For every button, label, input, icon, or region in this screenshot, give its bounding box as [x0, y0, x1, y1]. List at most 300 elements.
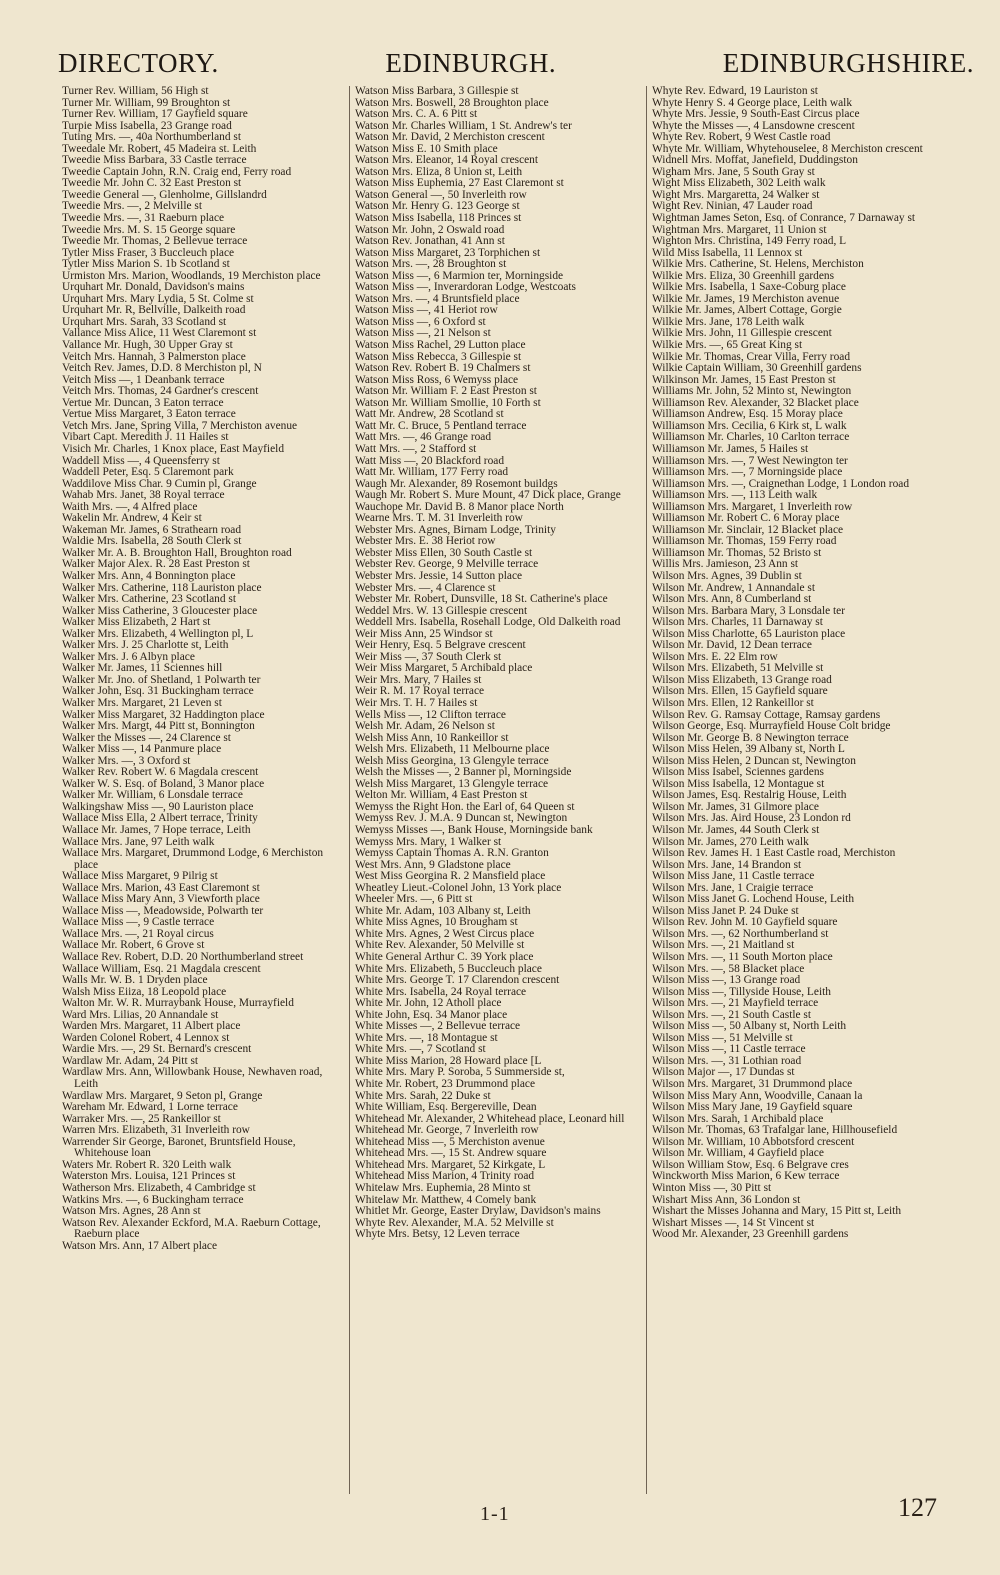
directory-entry: Wilson Mr. James, 44 South Clerk st [652, 824, 820, 836]
directory-entry: White Mrs. Agnes, 2 West Circus place [355, 927, 535, 940]
directory-entry: Wight Rev. Ninian, 47 Lauder road [652, 200, 813, 213]
directory-entry: Watt Mrs. —, 46 Grange road [355, 431, 492, 444]
directory-entry: Wilson Mrs. Barbara Mary, 3 Lonsdale ter [652, 604, 846, 617]
directory-entry: Watson Mrs. Ann, 17 Albert place [62, 1239, 218, 1252]
directory-entry: Watson Miss —, 21 Nelson st [355, 327, 491, 340]
directory-entry: Watt Mr. William, 177 Ferry road [355, 466, 509, 479]
directory-entry: Vallance Mr. Hugh, 30 Upper Gray st [62, 339, 233, 352]
directory-entry: Wakelin Mr. Andrew, 4 Keir st [62, 512, 202, 525]
directory-entry: Williamson Mr. James, 5 Hailes st [652, 442, 809, 455]
directory-entry: Wallace Miss Mary Ann, 3 Viewforth place [62, 893, 260, 906]
directory-entry: Wilson Mr. William, 4 Gayfield place [652, 1147, 824, 1160]
directory-entry: Wallace William, Esq. 21 Magdala crescent [62, 962, 261, 975]
directory-entry: Watkins Mrs. —, 6 Buckingham terrace [62, 1193, 244, 1206]
directory-entry: Wilson Mr. George B. 8 Newington terrace [652, 731, 849, 744]
directory-entry: Wilson Mrs. Sarah, 1 Archibald place [652, 1112, 824, 1125]
directory-column-1 [62, 86, 343, 1496]
directory-entry: Wilson Mrs. Charles, 11 Darnaway st [652, 616, 823, 629]
directory-entry: Wilkie Mr. Thomas, Crear Villa, Ferry road [652, 350, 851, 363]
directory-entry: Wakeman Mr. James, 6 Strathearn road [62, 523, 242, 536]
directory-entry: Williams Mr. John, 52 Minto st, Newington [652, 385, 852, 398]
directory-entry: Wilkie Mrs. John, 11 Gillespie crescent [652, 327, 832, 340]
directory-entry: Waddell Peter, Esq. 5 Claremont park [62, 466, 234, 479]
directory-entry: Webster Mrs. Jessie, 14 Sutton place [355, 569, 523, 582]
directory-entry: Wild Miss Isabella, 11 Lennox st [652, 246, 803, 259]
directory-entry: Vetch Mrs. Jane, Spring Villa, 7 Merchiston avenue [62, 419, 298, 432]
directory-entry: Welsh Miss Georgina, 13 Glengyle terrace [355, 754, 549, 767]
directory-entry: Watson Miss Rebecca, 3 Gillespie st [355, 350, 522, 363]
directory-entry: White Mrs. Elizabeth, 5 Buccleuch place [355, 962, 542, 975]
directory-entry: Wallace Mrs. —, 21 Royal circus [62, 927, 214, 940]
directory-entry: Wallace Mrs. Jane, 97 Leith walk [62, 835, 215, 848]
directory-entry: Williamson Mr. Thomas, 52 Bristo st [652, 546, 822, 559]
directory-entry: Turner Rev. William, 56 High st [62, 86, 209, 97]
directory-entry: Whitehead Mrs. —, 15 St. Andrew square [355, 1147, 547, 1160]
directory-entry: Wearne Mrs. T. M. 31 Inverleith row [355, 512, 523, 525]
directory-entry: Walton Mr. W. R. Murraybank House, Murrayfield [62, 997, 294, 1010]
directory-entry: Wilson Mr. James, 31 Gilmore place [652, 800, 819, 813]
directory-entry: Wishart Misses —, 14 St Vincent st [652, 1216, 815, 1229]
directory-entry: Weir Henry, Esq. 5 Belgrave crescent [355, 639, 526, 652]
directory-entry: Veitch Rev. James, D.D. 8 Merchiston pl, N [62, 362, 262, 375]
directory-entry: Walker Miss Elizabeth, 2 Hart st [62, 616, 211, 629]
directory-entry: Winton Miss —, 30 Pitt st [652, 1181, 772, 1194]
header-right: EDINBURGHSHIRE. [722, 48, 974, 78]
directory-entry: Tweedie Captain John, R.N. Craig end, Ferry road [62, 165, 292, 178]
directory-entry: Watson Mr. Charles William, 1 St. Andrew's ter [355, 119, 572, 132]
directory-entry: Williamson Mr. Robert C. 6 Moray place [652, 512, 840, 525]
directory-entry: Wilson Mrs. —, 11 South Morton place [652, 951, 833, 964]
directory-entry: Wilkie Mrs. Isabella, 1 Saxe-Coburg place [652, 281, 846, 294]
directory-entry: Wilkie Mrs. Catherine, St. Helens, Merchiston [652, 258, 864, 271]
directory-entry: Whitehead Mr. Alexander, 2 Whitehead place, Leonard hill [355, 1112, 625, 1125]
directory-entry: Watson Mrs. —, 28 Broughton st [355, 258, 507, 271]
directory-entry: Wigham Mrs. Jane, 5 South Gray st [652, 165, 815, 178]
directory-entry: White Mrs. Mary P. Soroba, 5 Summerside st, [355, 1066, 565, 1079]
directory-entry: Wilson Miss Janet P. 24 Duke st [652, 904, 799, 917]
directory-entry: Urquhart Mrs. Sarah, 33 Scotland st [62, 315, 227, 328]
directory-entry: Wilson Rev. James H. 1 East Castle road, Merchiston [652, 847, 896, 860]
directory-entry: Walker the Misses —, 24 Clarence st [62, 731, 231, 744]
directory-entry: Vertue Miss Margaret, 3 Eaton terrace [62, 408, 236, 421]
directory-entry: Wardlaw Mrs. Ann, Willowbank House, Newhaven road, Leith [62, 1066, 323, 1091]
directory-entry: Whitehead Miss Marion, 4 Trinity road [355, 1170, 535, 1183]
directory-entry: Wilson Miss Helen, 39 Albany st, North L [652, 743, 845, 756]
directory-entry: Whyte Mrs. Jessie, 9 South-East Circus place [652, 108, 860, 121]
directory-entry: White Miss Marion, 28 Howard place [L [355, 1054, 542, 1067]
directory-entry: Wemyss Captain Thomas A. R.N. Granton [355, 847, 549, 860]
directory-entry: Wemyss Mrs. Mary, 1 Walker st [355, 835, 502, 848]
directory-entry: Whitehead Mr. George, 7 Inverleith row [355, 1124, 539, 1137]
directory-entry: Waugh Mr. Alexander, 89 Rosemont buildgs [355, 477, 558, 490]
directory-entry: Williamson Mr. Charles, 10 Carlton terrace [652, 431, 850, 444]
directory-entry: Wilson Miss Charlotte, 65 Lauriston place [652, 627, 846, 640]
directory-entry: Walker Mrs. J. 25 Charlotte st, Leith [62, 639, 229, 652]
directory-entry: Whyte Henry S. 4 George place, Leith walk [652, 96, 853, 109]
directory-entry: White Mr. John, 12 Atholl place [355, 997, 502, 1010]
directory-entry: Walker Mrs. Elizabeth, 4 Wellington pl, L [62, 627, 254, 640]
directory-entry: Watson Mrs. C. A. 6 Pitt st [355, 108, 478, 121]
directory-entry: Warraker Mrs. —, 25 Rankeillor st [62, 1112, 221, 1125]
directory-entry: Wilkinson Mr. James, 15 East Preston st [652, 373, 836, 386]
directory-entry: Webster Mrs. —, 4 Clarence st [355, 581, 496, 594]
directory-entry: Wallace Mrs. Marion, 43 East Claremont st [62, 881, 260, 894]
directory-entry: Walker Rev. Robert W. 6 Magdala crescent [62, 766, 259, 779]
directory-entry: Turner Rev. William, 17 Gayfield square [62, 108, 248, 121]
directory-entry: Wilkie Mrs. —, 65 Great King st [652, 339, 803, 352]
directory-entry: Winckworth Miss Marion, 6 Kew terrace [652, 1170, 840, 1183]
directory-entry: Tweedie Miss Barbara, 33 Castle terrace [62, 154, 247, 167]
directory-entry: Watt Mr. Andrew, 28 Scotland st [355, 408, 504, 421]
directory-entry: Tweedie Mr. John C. 32 East Preston st [62, 177, 242, 190]
directory-entry: Wilson Miss —, 51 Melville st [652, 1031, 793, 1044]
directory-entry: Welsh Mr. Adam, 26 Nelson st [355, 720, 495, 733]
directory-entry: Whitlet Mr. George, Easter Drylaw, Davidson's mains [355, 1205, 601, 1218]
directory-entry: Watson Mr. David, 2 Merchiston crescent [355, 131, 545, 144]
directory-entry: White General Arthur C. 39 York place [355, 951, 534, 964]
directory-entry: Wilson Miss Helen, 2 Duncan st, Newington [652, 754, 856, 767]
directory-entry: Wilson William Stow, Esq. 6 Belgrave cres [652, 1158, 849, 1171]
directory-entry: Walker W. S. Esq. of Boland, 3 Manor place [62, 777, 265, 790]
directory-entry: Walker Mrs. Margt, 44 Pitt st, Bonnington [62, 720, 255, 733]
directory-entry: Wight Miss Elizabeth, 302 Leith walk [652, 177, 826, 190]
directory-entry: Weddel Mrs. W. 13 Gillespie crescent [355, 604, 528, 617]
directory-entry: Williamson Mrs. Margaret, 1 Inverleith row [652, 500, 853, 513]
directory-entry: Whitelaw Mr. Matthew, 4 Comely bank [355, 1193, 537, 1206]
directory-entry: Watson Miss Rachel, 29 Lutton place [355, 339, 526, 352]
directory-entry: White Mrs. Isabella, 24 Royal terrace [355, 985, 527, 998]
directory-entry: Wemyss Misses —, Bank House, Morningside bank [355, 824, 593, 836]
directory-entry: Wilson Miss —, 11 Castle terrace [652, 1043, 806, 1056]
directory-entry: Wilson Rev. G. Ramsay Cottage, Ramsay gardens [652, 708, 881, 721]
directory-entry: Veitch Mrs. Thomas, 24 Gardner's crescent [62, 385, 259, 398]
directory-entry: Wareham Mr. Edward, 1 Lorne terrace [62, 1101, 238, 1114]
directory-entry: Wells Miss —, 12 Clifton terrace [355, 708, 506, 721]
directory-entry: Wardie Mrs. —, 29 St. Bernard's crescent [62, 1043, 252, 1056]
directory-entry: Waddilove Miss Char. 9 Cumin pl, Grange [62, 477, 257, 490]
directory-entry: Watson General —, 50 Inverleith row [355, 188, 527, 201]
directory-entry: Watson Miss —, Inverardoran Lodge, Westcoats [355, 281, 576, 294]
directory-entry: Welsh the Misses —, 2 Banner pl, Morningside [355, 766, 572, 779]
directory-entry: Tytler Miss Fraser, 3 Buccleuch place [62, 246, 235, 259]
directory-entry: Walker Mr. A. B. Broughton Hall, Broughton road [62, 546, 292, 559]
directory-entry: Webster Mrs. Agnes, Birnam Lodge, Trinity [355, 523, 556, 536]
directory-entry: Williamson Andrew, Esq. 15 Moray place [652, 408, 843, 421]
directory-entry: Walls Mr. W. B. 1 Dryden place [62, 974, 208, 987]
directory-entry: Wardlaw Mr. Adam, 24 Pitt st [62, 1054, 199, 1067]
directory-entry: Widnell Mrs. Moffat, Janefield, Duddingston [652, 154, 858, 167]
directory-entry: Wilson Miss Isabel, Sciennes gardens [652, 766, 824, 779]
directory-entry: Walker Miss Catherine, 3 Gloucester place [62, 604, 258, 617]
directory-entry: Watson Miss Euphemia, 27 East Claremont st [355, 177, 564, 190]
directory-entry: Wood Mr. Alexander, 23 Greenhill gardens [652, 1228, 849, 1241]
directory-entry: Weddell Mrs. Isabella, Rosehall Lodge, Old Dalkeith road [355, 616, 621, 629]
directory-entry: Wilson Mrs. Margaret, 31 Drummond place [652, 1078, 853, 1091]
directory-entry: Vertue Mr. Duncan, 3 Eaton terrace [62, 396, 224, 409]
directory-entry: Williamson Mrs. —, Craignethan Lodge, 1 London road [652, 477, 910, 490]
directory-entry: Watson Miss Margaret, 23 Torphichen st [355, 246, 541, 259]
directory-entry: Wilson Mrs. —, 21 South Castle st [652, 1008, 812, 1021]
directory-entry: Watson Mrs. —, 4 Bruntsfield place [355, 292, 520, 305]
directory-entry: Urmiston Mrs. Marion, Woodlands, 19 Merchiston place [62, 269, 321, 282]
directory-entry: Webster Rev. George, 9 Melville terrace [355, 558, 539, 571]
directory-entry: Whitelaw Mrs. Euphemia, 28 Minto st [355, 1181, 531, 1194]
directory-entry: Tweedie Mrs. M. S. 15 George square [62, 223, 236, 236]
directory-entry: Wheatley Lieut.-Colonel John, 13 York place [355, 881, 562, 894]
directory-entry: Wilson Mr. William, 10 Abbotsford crescent [652, 1135, 855, 1148]
directory-entry: Wilkie Mr. James, Albert Cottage, Gorgie [652, 304, 842, 317]
directory-entry: Weir Mrs. T. H. 7 Hailes st [355, 696, 478, 709]
directory-entry: Watson Mr. William Smollie, 10 Forth st [355, 396, 541, 409]
page-header [58, 48, 974, 84]
directory-entry: Tweedie General —, Glenholme, Gillslandrd [62, 188, 267, 201]
directory-entry: Wallace Miss Ella, 2 Albert terrace, Trinity [62, 812, 258, 825]
directory-entry: Wilson Mrs. —, 58 Blacket place [652, 962, 805, 975]
directory-entry: Williamson Mrs. —, 113 Leith walk [652, 489, 818, 502]
directory-entry: Ward Mrs. Lilias, 20 Annandale st [62, 1008, 219, 1021]
directory-entry: Wheeler Mrs. —, 6 Pitt st [355, 893, 473, 906]
directory-entry: Vallance Miss Alice, 11 West Claremont st [62, 327, 257, 340]
directory-entry: Wilkie Mrs. Jane, 178 Leith walk [652, 315, 805, 328]
directory-entry: Wilson Mrs. Ellen, 15 Gayfield square [652, 685, 828, 698]
directory-entry: White William, Esq. Bergereville, Dean [355, 1101, 537, 1114]
directory-entry: Tweedie Mr. Thomas, 2 Bellevue terrace [62, 235, 248, 248]
directory-entry: Watson Miss Ross, 6 Wemyss place [355, 373, 519, 386]
directory-entry: Warren Mrs. Elizabeth, 31 Inverleith row [62, 1124, 250, 1137]
directory-entry: Waldie Mrs. Isabella, 28 South Clerk st [62, 535, 242, 548]
directory-entry: Watson Mrs. Eliza, 8 Union st, Leith [355, 165, 523, 178]
directory-column-3 [652, 86, 942, 1496]
directory-entry: Wallace Rev. Robert, D.D. 20 Northumberland street [62, 951, 304, 964]
directory-entry: Tweedie Mrs. —, 31 Raeburn place [62, 212, 225, 225]
directory-entry: Watson Mrs. Boswell, 28 Broughton place [355, 96, 549, 109]
directory-entry: Wilson Mrs. Ellen, 12 Rankeillor st [652, 696, 814, 709]
directory-entry: Turpie Miss Isabella, 23 Grange road [62, 119, 232, 132]
directory-entry: Whyte the Misses —, 4 Lansdowne crescent [652, 119, 855, 132]
directory-entry: Turner Mr. William, 99 Broughton st [62, 96, 231, 109]
directory-entry: Wilson Miss Janet G. Lochend House, Leith [652, 893, 855, 906]
directory-entry: Webster Mr. Robert, Dunsville, 18 St. Catherine's place [355, 593, 608, 606]
directory-entry: Wallace Miss —, 9 Castle terrace [62, 916, 215, 929]
directory-entry: Wilson Mrs. Ann, 8 Cumberland st [652, 593, 812, 606]
directory-entry: Walker Mr. James, 11 Sciennes hill [62, 662, 223, 675]
directory-entry: Wilson Mrs. —, 62 Northumberland st [652, 927, 829, 940]
directory-entry: Weir R. M. 17 Royal terrace [355, 685, 485, 698]
directory-entry: Urquhart Mrs. Mary Lydia, 5 St. Colme st [62, 292, 254, 305]
directory-entry: Wilson Mrs. Elizabeth, 51 Melville st [652, 662, 824, 675]
directory-entry: Walsh Miss Eiiza, 18 Leopold place [62, 985, 227, 998]
directory-entry: White Mr. Adam, 103 Albany st, Leith [355, 904, 531, 917]
directory-entry: Wilson Mr. Thomas, 63 Trafalgar lane, Hillhousefield [652, 1124, 898, 1137]
directory-entry: Watson Rev. Robert B. 19 Chalmers st [355, 362, 531, 375]
directory-entry: Vibart Capt. Meredith J. 11 Hailes st [62, 431, 229, 444]
directory-entry: Whitehead Miss —, 5 Merchiston avenue [355, 1135, 545, 1148]
directory-entry: Williamson Mr. Thomas, 159 Ferry road [652, 535, 837, 548]
directory-entry: Willis Mrs. Jamieson, 23 Ann st [652, 558, 799, 571]
directory-entry: Watson Miss —, 41 Heriot row [355, 304, 498, 317]
directory-entry: Wilson Miss —, Tillyside House, Leith [652, 985, 831, 998]
directory-entry: Whyte Mr. William, Whytehouselee, 8 Merchiston crescent [652, 142, 923, 155]
directory-entry: Wightman James Seton, Esq. of Conrance, 7 Darnaway st [652, 212, 916, 225]
directory-entry: Urquhart Mr. Donald, Davidson's mains [62, 281, 245, 294]
signature-mark: 1-1 [480, 1503, 510, 1525]
directory-entry: Wilson Mrs. Jane, 14 Brandon st [652, 858, 802, 871]
column-divider [646, 86, 647, 1494]
directory-entry: Watt Mr. C. Bruce, 5 Pentland terrace [355, 419, 527, 432]
directory-entry: White Mrs. George T. 17 Clarendon crescent [355, 974, 560, 987]
directory-entry: Walker John, Esq. 31 Buckingham terrace [62, 685, 254, 698]
directory-entry: Wallace Mr. James, 7 Hope terrace, Leith [62, 824, 251, 836]
directory-entry: Waith Mrs. —, 4 Alfred place [62, 500, 198, 513]
directory-entry: Wilson Miss Jane, 11 Castle terrace [652, 870, 815, 883]
directory-entry: White Miss Agnes, 10 Brougham st [355, 916, 518, 929]
directory-entry: Wilson Mr. Andrew, 1 Annandale st [652, 581, 815, 594]
directory-entry: Wemyss the Right Hon. the Earl of, 64 Queen st [355, 800, 575, 813]
directory-entry: Wallace Miss —, Meadowside, Polwarth ter [62, 904, 264, 917]
directory-entry: Wilson Miss —, 50 Albany st, North Leith [652, 1020, 847, 1033]
directory-entry: Wilson Mrs. —, 31 Lothian road [652, 1054, 802, 1067]
directory-entry: White Mrs. —, 18 Montague st [355, 1031, 498, 1044]
directory-entry: Wilson Mrs. Jane, 1 Craigie terrace [652, 881, 814, 894]
directory-entry: Watson Miss —, 6 Oxford st [355, 315, 486, 328]
directory-column-2 [355, 86, 641, 1496]
directory-entry: Walker Major Alex. R. 28 East Preston st [62, 558, 250, 571]
directory-entry: Welsh Miss Margaret, 13 Glengyle terrace [355, 777, 549, 790]
directory-entry: Veitch Miss —, 1 Deanbank terrace [62, 373, 225, 386]
directory-entry: Whyte Rev. Alexander, M.A. 52 Melville st [355, 1216, 554, 1229]
directory-entry: Williamson Mrs. —, 7 West Newington ter [652, 454, 848, 467]
directory-entry: Watson Mr. William F. 2 East Preston st [355, 385, 537, 398]
directory-entry: Walker Miss —, 14 Panmure place [62, 743, 222, 756]
directory-entry: White Misses —, 2 Bellevue terrace [355, 1020, 521, 1033]
directory-entry: Watt Mrs. —, 2 Stafford st [355, 442, 477, 455]
directory-entry: Walker Mrs. J. 6 Albyn place [62, 650, 195, 663]
directory-entry: Wilson Mr. David, 12 Dean terrace [652, 639, 812, 652]
directory-entry: West Mrs. Ann, 9 Gladstone place [355, 858, 511, 871]
directory-entry: White Rev. Alexander, 50 Melville st [355, 939, 525, 952]
directory-entry: Walker Mrs. Margaret, 21 Leven st [62, 696, 222, 709]
directory-entry: Wilson Miss Mary Ann, Woodville, Canaan la [652, 1089, 863, 1102]
directory-entry: Waters Mr. Robert R. 320 Leith walk [62, 1158, 232, 1171]
directory-entry: Williamson Rev. Alexander, 32 Blacket place [652, 396, 859, 409]
directory-entry: Veitch Mrs. Hannah, 3 Palmerston place [62, 350, 246, 363]
directory-entry: Waugh Mr. Robert S. Mure Mount, 47 Dick place, Grange [355, 489, 621, 502]
directory-entry: Watson Miss Isabella, 118 Princes st [355, 212, 522, 225]
directory-entry: Weir Miss Ann, 25 Windsor st [355, 627, 493, 640]
directory-entry: Waddell Miss —, 4 Queensferry st [62, 454, 220, 467]
directory-entry: Wilson Mrs. Jas. Aird House, 23 London rd [652, 812, 851, 825]
directory-entry: Watt Miss —, 20 Blackford road [355, 454, 505, 467]
directory-entry: White Mrs. —, 7 Scotland st [355, 1043, 486, 1056]
directory-entry: Walker Mrs. —, 3 Oxford st [62, 754, 191, 767]
directory-entry: Wardlaw Mrs. Margaret, 9 Seton pl, Grange [62, 1089, 263, 1102]
directory-entry: White Mr. Robert, 23 Drummond place [355, 1078, 535, 1091]
directory-entry: Wallace Mr. Robert, 6 Grove st [62, 939, 205, 952]
directory-entry: Wilson Mrs. Agnes, 39 Dublin st [652, 569, 802, 582]
directory-entry: Williamson Mr. Sinclair, 12 Blacket place [652, 523, 844, 536]
directory-entry: Whitehead Mrs. Margaret, 52 Kirkgate, L [355, 1158, 546, 1171]
directory-entry: Weir Miss —, 37 South Clerk st [355, 650, 502, 663]
column-divider [349, 86, 350, 1494]
directory-entry: Welton Mr. William, 4 East Preston st [355, 789, 528, 802]
directory-entry: Wilson Miss Elizabeth, 13 Grange road [652, 673, 832, 686]
directory-entry: Watson Rev. Alexander Eckford, M.A. Raeburn Cottage, Raeburn place [62, 1216, 321, 1241]
directory-entry: Whyte Rev. Robert, 9 West Castle road [652, 131, 831, 144]
directory-entry: Wilkie Mr. James, 19 Merchiston avenue [652, 292, 840, 305]
directory-entry: Wilkie Mrs. Eliza, 30 Greenhill gardens [652, 269, 835, 282]
directory-entry: White Mrs. Sarah, 22 Duke st [355, 1089, 491, 1102]
directory-entry: Wilson Major —, 17 Dundas st [652, 1066, 795, 1079]
directory-entry: Wilson Miss —, 13 Grange road [652, 974, 801, 987]
directory-entry: Wight Mrs. Margaretta, 24 Walker st [652, 188, 820, 201]
directory-entry: Wilson Mrs. —, 21 Maitland st [652, 939, 795, 952]
directory-entry: Wilson George, Esq. Murrayfield House Colt bridge [652, 720, 891, 733]
directory-entry: Walker Mr. Jno. of Shetland, 1 Polwarth ter [62, 673, 261, 686]
directory-entry: Watson Mr. John, 2 Oswald road [355, 223, 505, 236]
directory-entry: Watson Miss —, 6 Marmion ter, Morningside [355, 269, 564, 282]
directory-entry: Williamson Mrs. —, 7 Morningside place [652, 466, 843, 479]
directory-entry: Wilson Mr. James, 270 Leith walk [652, 835, 809, 848]
directory-entry: Watson Rev. Jonathan, 41 Ann st [355, 235, 505, 248]
header-center: EDINBURGH. [385, 48, 557, 78]
directory-entry: Wahab Mrs. Janet, 38 Royal terrace [62, 489, 225, 502]
directory-entry: Watson Mrs. Agnes, 28 Ann st [62, 1205, 201, 1218]
directory-entry: Whyte Mrs. Betsy, 12 Leven terrace [355, 1228, 520, 1241]
page-number: 127 [898, 1493, 937, 1522]
directory-entry: Wilson Miss Mary Jane, 19 Gayfield square [652, 1101, 853, 1114]
directory-entry: Welsh Mrs. Elizabeth, 11 Melbourne place [355, 743, 550, 756]
directory-entry: Watson Miss E. 10 Smith place [355, 142, 498, 155]
directory-entry: Walker Mrs. Catherine, 23 Scotland st [62, 593, 237, 606]
directory-entry: Welsh Miss Ann, 10 Rankeillor st [355, 731, 509, 744]
directory-entry: Wilson Miss Isabella, 12 Montague st [652, 777, 825, 790]
directory-entry: Wilson James, Esq. Restalrig House, Leith [652, 789, 847, 802]
directory-entry: Walker Miss Margaret, 32 Haddington place [62, 708, 265, 721]
directory-entry: Warrender Sir George, Baronet, Bruntsfield House, Whitehouse loan [62, 1135, 296, 1160]
directory-entry: Wilson Mrs. —, 21 Mayfield terrace [652, 997, 819, 1010]
directory-entry: Wighton Mrs. Christina, 149 Ferry road, L [652, 235, 847, 248]
directory-entry: Williamson Mrs. Cecilia, 6 Kirk st, L walk [652, 419, 847, 432]
directory-entry: Walkingshaw Miss —, 90 Lauriston place [62, 800, 254, 813]
directory-entry: Wishart the Misses Johanna and Mary, 15 Pitt st, Leith [652, 1205, 902, 1218]
directory-entry: West Miss Georgina R. 2 Mansfield place [355, 870, 546, 883]
header-left: DIRECTORY. [58, 48, 219, 78]
directory-entry: Warden Colonel Robert, 4 Lennox st [62, 1031, 230, 1044]
directory-entry: Watherson Mrs. Elizabeth, 4 Cambridge st [62, 1181, 256, 1194]
directory-entry: Webster Mrs. E. 38 Heriot row [355, 535, 496, 548]
directory-entry: Wishart Miss Ann, 36 London st [652, 1193, 801, 1206]
directory-entry: Watson Mr. Henry G. 123 George st [355, 200, 520, 213]
directory-entry: Wauchope Mr. David B. 8 Manor place North [355, 500, 564, 513]
directory-entry: Tuting Mrs. —, 40a Northumberland st [62, 131, 241, 144]
directory-entry: White John, Esq. 34 Manor place [355, 1008, 508, 1021]
directory-entry: Watson Mrs. Eleanor, 14 Royal crescent [355, 154, 539, 167]
directory-entry: Visich Mr. Charles, 1 Knox place, East Mayfield [62, 442, 285, 455]
directory-entry: Wallace Miss Margaret, 9 Pilrig st [62, 870, 218, 883]
directory-entry: Wallace Mrs. Margaret, Drummond Lodge, 6 Merchiston place [62, 847, 324, 871]
directory-entry: Walker Mrs. Ann, 4 Bonnington place [62, 569, 236, 582]
directory-entry: Tweedale Mr. Robert, 45 Madeira st. Leith [62, 142, 257, 155]
directory-entry: Wilson Mrs. E. 22 Elm row [652, 650, 778, 663]
directory-entry: Webster Miss Ellen, 30 South Castle st [355, 546, 533, 559]
directory-entry: Walker Mrs. Catherine, 118 Lauriston place [62, 581, 262, 594]
directory-entry: Wilson Rev. John M. 10 Gayfield square [652, 916, 838, 929]
directory-entry: Weir Mrs. Mary, 7 Hailes st [355, 673, 482, 686]
directory-entry: Waterston Mrs. Louisa, 121 Princes st [62, 1170, 236, 1183]
directory-entry: Tytler Miss Marion S. 1b Scotland st [62, 258, 230, 271]
directory-entry: Weir Miss Margaret, 5 Archibald place [355, 662, 533, 675]
directory-entry: Wemyss Rev. J. M.A. 9 Duncan st, Newington [355, 812, 568, 825]
